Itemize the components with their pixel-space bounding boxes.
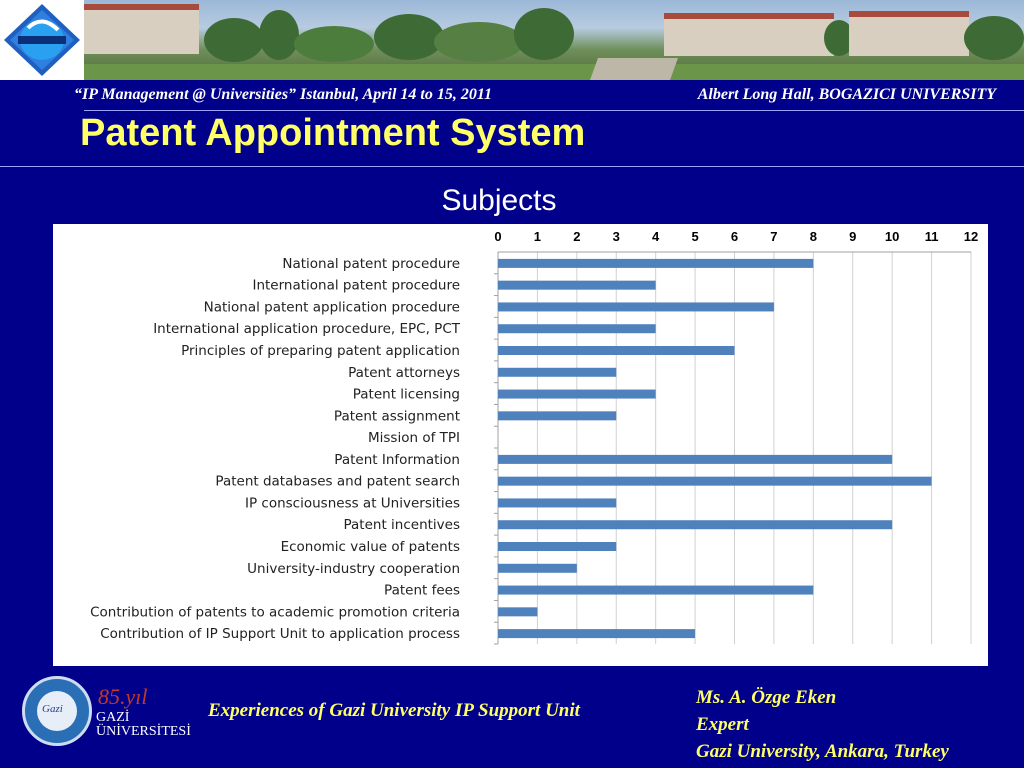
author-name: Ms. A. Özge Eken (696, 687, 837, 708)
category-label: Patent databases and patent search (215, 473, 460, 490)
header-banner (0, 0, 1024, 80)
bar (498, 607, 537, 616)
x-tick-label: 4 (652, 229, 660, 244)
category-label: National patent application procedure (203, 299, 460, 316)
category-label: Patent licensing (352, 386, 460, 403)
bar (498, 455, 892, 464)
category-label: University-industry cooperation (247, 560, 460, 577)
bar (498, 346, 735, 355)
author-role: Expert (696, 714, 749, 735)
campus-photo (84, 0, 1024, 80)
bar (498, 520, 892, 529)
category-label: International patent procedure (252, 277, 460, 294)
title-divider (0, 166, 1024, 167)
diamond-logo-icon (0, 0, 84, 80)
x-tick-label: 11 (924, 229, 939, 244)
x-tick-label: 10 (884, 229, 900, 244)
seal-signature: Gazi (42, 703, 63, 715)
x-tick-label: 2 (573, 229, 581, 244)
x-tick-label: 8 (809, 229, 817, 244)
category-label: Patent attorneys (348, 364, 460, 381)
category-label: Contribution of patents to academic promotion criteria (90, 604, 460, 621)
venue-info: Albert Long Hall, BOGAZICI UNIVERSITY (697, 86, 996, 103)
x-tick-label: 3 (612, 229, 620, 244)
x-tick-label: 12 (963, 229, 979, 244)
slide-title: Patent Appointment System (80, 112, 586, 154)
university-name-line1: GAZİ (96, 710, 130, 725)
conference-bar (74, 80, 1024, 111)
bar (498, 411, 616, 420)
bar (498, 586, 813, 595)
category-label: Patent fees (384, 582, 460, 599)
bar (498, 368, 616, 377)
category-label: Patent assignment (333, 408, 460, 425)
bar (498, 542, 616, 551)
bar (498, 564, 577, 573)
bar (498, 498, 616, 507)
conference-info: “IP Management @ Universities” Istanbul, April 14 to 15, 2011 (74, 86, 492, 103)
x-tick-label: 7 (770, 229, 778, 244)
presentation-title: Experiences of Gazi University IP Support Unit (208, 700, 580, 721)
bar (498, 477, 932, 486)
bar (498, 390, 656, 399)
subjects-bar-chart (53, 224, 988, 666)
category-label: International application procedure, EPC, PCT (153, 321, 460, 338)
x-tick-label: 5 (691, 229, 699, 244)
bar (498, 629, 695, 638)
category-label: Mission of TPI (368, 430, 460, 447)
bar (498, 259, 813, 268)
category-label: IP consciousness at Universities (245, 495, 460, 512)
chart-panel (53, 224, 988, 666)
x-tick-label: 0 (494, 229, 502, 244)
gazi-university-seal (22, 676, 92, 746)
gazi-university-logo (96, 684, 216, 744)
x-tick-label: 1 (533, 229, 542, 244)
bar (498, 302, 774, 311)
category-label: Patent Information (334, 451, 460, 468)
category-label: Patent incentives (343, 517, 460, 534)
bar (498, 324, 656, 333)
anniversary-mark: 85.yıl (98, 684, 148, 709)
x-tick-label: 6 (730, 229, 739, 244)
author-affiliation: Gazi University, Ankara, Turkey (696, 741, 949, 762)
bar (498, 281, 656, 290)
author-block (696, 684, 949, 765)
category-label: National patent procedure (282, 255, 460, 272)
conference-logo (0, 0, 84, 80)
category-label: Economic value of patents (280, 539, 460, 555)
category-label: Principles of preparing patent application (181, 343, 460, 359)
chart-subtitle: Subjects (441, 184, 557, 217)
category-label: Contribution of IP Support Unit to application process (100, 626, 460, 643)
university-name-line2: ÜNİVERSİTESİ (96, 724, 191, 739)
x-tick-label: 9 (849, 229, 857, 244)
